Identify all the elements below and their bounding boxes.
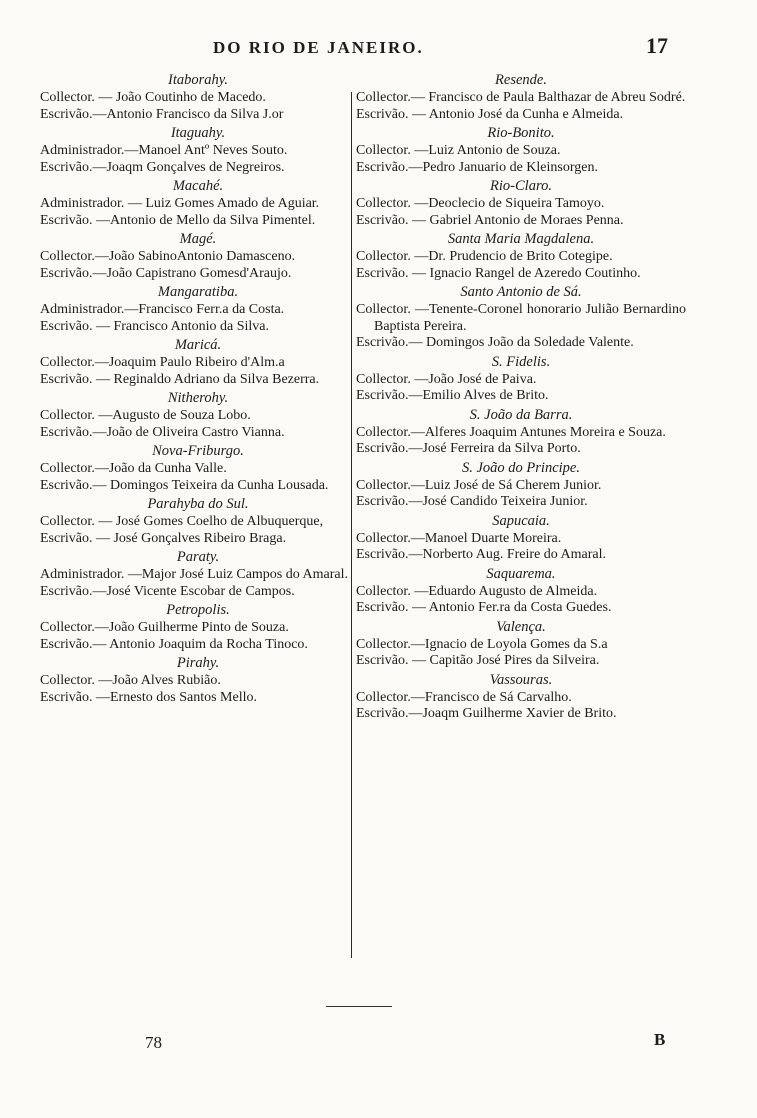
official-entry-primary: Collector.— Francisco de Paula Balthazar de Abreu Sodré. (356, 90, 686, 105)
locality-section (356, 459, 686, 511)
locality-heading: Petropolis. (166, 602, 230, 618)
locality-section (40, 548, 356, 600)
official-entry-clerk: Escrivão.—Joaqm Guilherme Xavier de Brito. (356, 706, 617, 721)
official-entry-primary: Administrador. —Major José Luiz Campos do Amaral. (40, 567, 348, 582)
official-entry-primary: Collector.—Alferes Joaquim Antunes Moreira e Souza. (356, 424, 666, 440)
locality-section (356, 283, 686, 352)
locality-section (40, 230, 356, 282)
official-entry-clerk: Escrivão.—Norberto Aug. Freire do Amaral. (356, 547, 606, 562)
official-entry-primary: Collector.—João Guilherme Pinto de Souza. (40, 620, 289, 635)
locality-section (356, 353, 686, 405)
official-entry-clerk: Escrivão. — Reginaldo Adriano da Silva Bezerra. (40, 371, 320, 387)
official-entry-primary: Collector. —Tenente-Coronel honorario Julião Bernardino Baptista Pereira. (356, 302, 686, 334)
locality-section (40, 177, 356, 229)
official-entry-primary: Collector. —João Alves Rubião. (40, 673, 221, 688)
official-entry-primary: Collector. —Dr. Prudencio de Brito Cotegipe. (356, 249, 613, 264)
official-entry-primary: Collector. —Deoclecio de Siqueira Tamoyo. (356, 196, 605, 211)
locality-heading: Nitherohy. (167, 390, 229, 406)
locality-section (40, 71, 356, 123)
locality-section (356, 406, 686, 458)
official-entry-clerk: Escrivão.—João Capistrano Gomesd'Araujo. (40, 265, 292, 281)
official-entry-primary: Collector. —Luiz Antonio de Souza. (356, 143, 561, 158)
locality-section (40, 283, 356, 335)
locality-section (356, 618, 686, 670)
locality-heading: Resende. (495, 72, 547, 88)
official-entry-primary: Collector.—Manoel Duarte Moreira. (356, 530, 562, 546)
locality-heading: Maricá. (174, 337, 222, 353)
official-entry-clerk: Escrivão. —Ernesto dos Santos Mello. (40, 689, 257, 705)
official-entry-clerk: Escrivão. —Antonio de Mello da Silva Pimentel. (40, 212, 316, 228)
official-entry-clerk: Escrivão.— Antonio Joaquim da Rocha Tinoco. (40, 636, 308, 652)
locality-heading: Sapucaia. (492, 512, 550, 529)
official-entry-clerk: Escrivão.—Pedro Januario de Kleinsorgen. (356, 159, 598, 175)
locality-heading: Itaguahy. (170, 125, 226, 141)
official-entry-primary: Collector.—João da Cunha Valle. (40, 461, 227, 476)
locality-heading: Itaborahy. (167, 72, 228, 88)
locality-section (356, 671, 686, 723)
locality-section (356, 512, 686, 564)
official-entry-clerk: Escrivão. — Ignacio Rangel de Azeredo Coutinho. (356, 265, 641, 281)
official-entry-primary: Administrador. — Luiz Gomes Amado de Aguiar. (40, 196, 320, 211)
locality-section (356, 124, 686, 176)
official-entry-primary: Collector.—Luiz José de Sá Cherem Junior. (356, 477, 602, 493)
locality-heading: Saquarema. (486, 565, 556, 582)
locality-heading: S. Fidelis. (491, 353, 551, 370)
official-entry-clerk: Escrivão.—João de Oliveira Castro Vianna. (40, 424, 285, 440)
official-entry-clerk: Escrivão. — Antonio Fer.ra da Costa Guedes. (356, 600, 612, 615)
locality-section (40, 654, 356, 706)
locality-heading: S. João do Principe. (462, 459, 580, 476)
locality-heading: Santo Antonio de Sá. (460, 284, 582, 300)
official-entry-clerk: Escrivão. — Francisco Antonio da Silva. (40, 318, 270, 334)
locality-section (40, 601, 356, 653)
locality-heading: Nova-Friburgo. (152, 443, 244, 459)
locality-section (40, 495, 356, 547)
left-column (40, 70, 356, 706)
official-entry-clerk: Escrivão.— Domingos João da Soledade Valente. (356, 335, 634, 350)
page-header (0, 30, 757, 60)
official-entry-clerk: Escrivão.—José Vicente Escobar de Campos. (40, 583, 295, 599)
official-entry-primary: Collector. — João Coutinho de Macedo. (40, 90, 266, 105)
official-entry-primary: Administrador.—Manoel Antº Neves Souto. (40, 143, 288, 158)
official-entry-primary: Collector.—Ignacio de Loyola Gomes da S.a (356, 636, 608, 652)
signature-mark: 78 (145, 1033, 162, 1052)
locality-section (40, 389, 356, 441)
locality-heading: Macahé. (172, 178, 224, 194)
right-column (356, 70, 686, 723)
running-title: DO RIO DE JANEIRO. (213, 38, 424, 57)
official-entry-primary: Collector. —Augusto de Souza Lobo. (40, 408, 251, 423)
locality-heading: Rio-Bonito. (487, 125, 555, 141)
locality-heading: S. João da Barra. (469, 406, 573, 423)
locality-section (356, 71, 686, 123)
official-entry-primary: Collector.—Francisco de Sá Carvalho. (356, 689, 572, 705)
locality-section (356, 177, 686, 229)
official-entry-primary: Collector.—João SabinoAntonio Damasceno. (40, 249, 296, 264)
locality-heading: Parahyba do Sul. (147, 496, 249, 512)
locality-heading: Mangaratiba. (157, 284, 239, 300)
official-entry-clerk: Escrivão.—Joaqm Gonçalves de Negreiros. (40, 159, 285, 175)
official-entry-clerk: Escrivão.— Domingos Teixeira da Cunha Lousada. (40, 477, 329, 493)
official-entry-clerk: Escrivão.—José Candido Teixeira Junior. (356, 494, 588, 509)
locality-heading: Magé. (179, 231, 217, 247)
official-entry-clerk: Escrivão. — Antonio José da Cunha e Almeida. (356, 106, 624, 122)
official-entry-clerk: Escrivão.—José Ferreira da Silva Porto. (356, 441, 581, 456)
official-entry-clerk: Escrivão.—Antonio Francisco da Silva J.or (40, 106, 284, 122)
official-entry-primary: Administrador.—Francisco Ferr.a da Costa. (40, 302, 285, 317)
locality-heading: Santa Maria Magdalena. (447, 231, 595, 247)
locality-section (356, 230, 686, 282)
locality-heading: Rio-Claro. (490, 178, 552, 194)
locality-section (40, 442, 356, 494)
locality-section (40, 336, 356, 388)
official-entry-clerk: Escrivão. — Capitão José Pires da Silveira. (356, 653, 600, 668)
locality-section (40, 124, 356, 176)
official-entry-primary: Collector. —Eduardo Augusto de Almeida. (356, 583, 598, 599)
official-entry-primary: Collector.—Joaquim Paulo Ribeiro d'Alm.a (40, 355, 285, 370)
locality-heading: Paraty. (176, 549, 220, 565)
page-number: 17 (646, 33, 668, 58)
locality-heading: Valença. (496, 618, 546, 635)
locality-heading: Vassouras. (489, 671, 553, 688)
footer-rule (326, 1006, 392, 1007)
locality-section (356, 565, 686, 617)
official-entry-clerk: Escrivão. — Gabriel Antonio de Moraes Penna. (356, 212, 624, 228)
official-entry-primary: Collector. — José Gomes Coelho de Albuquerque, (40, 514, 324, 529)
official-entry-primary: Collector. —João José de Paiva. (356, 371, 537, 387)
official-entry-clerk: Escrivão.—Emilio Alves de Brito. (356, 388, 549, 403)
locality-heading: Pirahy. (176, 655, 220, 671)
official-entry-clerk: Escrivão. — José Gonçalves Ribeiro Braga. (40, 530, 287, 546)
signature-letter: B (654, 1030, 666, 1049)
